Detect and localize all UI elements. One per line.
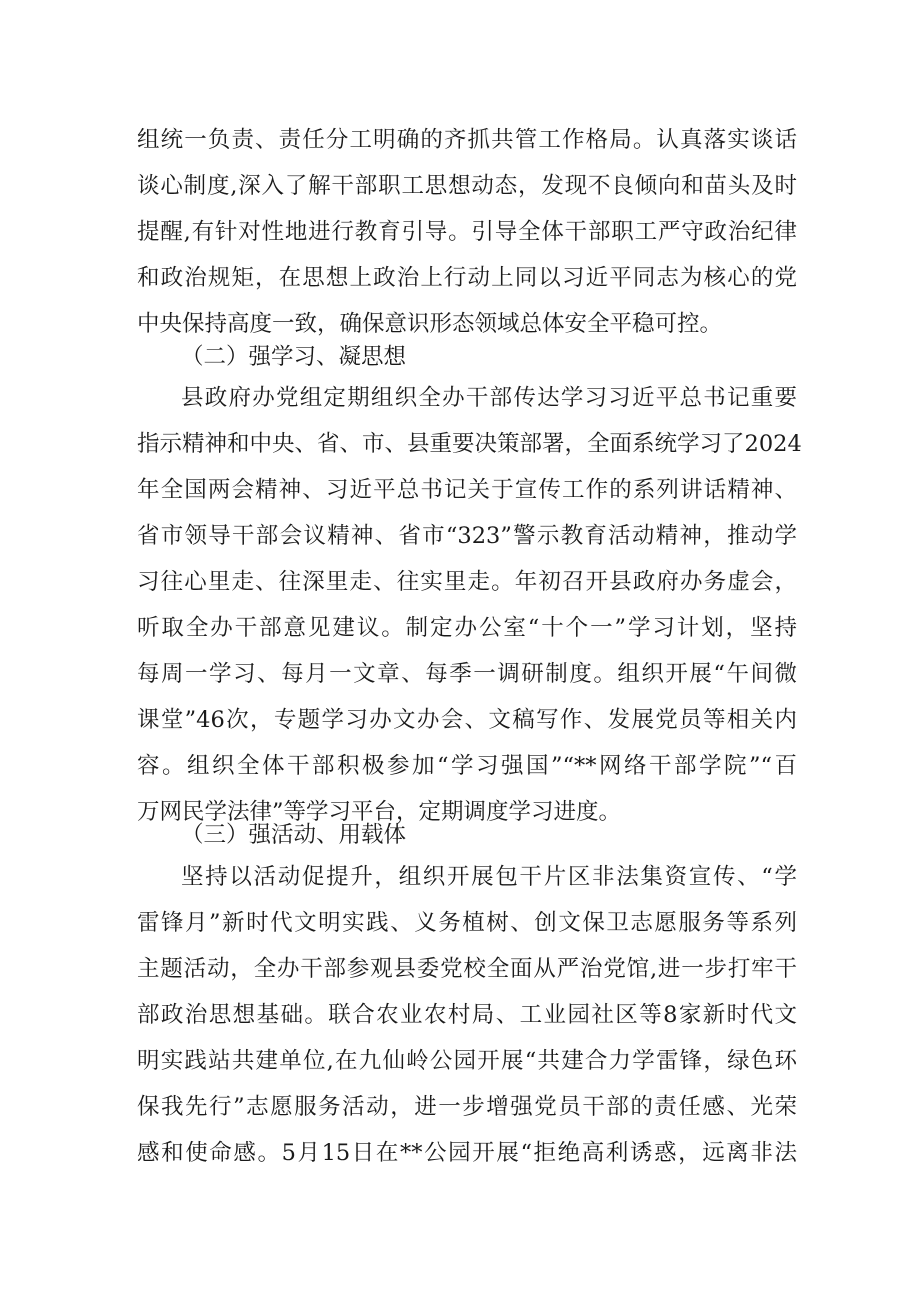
paragraph-line: 习往心里走、往深里走、往实里走。年初召开县政府办务虚会， bbox=[137, 569, 797, 595]
paragraph-line: 指示精神和中央、省、市、县重要决策部署，全面系统学习了2024 bbox=[137, 431, 802, 457]
paragraph-line: 中央保持高度一致，确保意识形态领域总体安全平稳可控。 bbox=[137, 311, 723, 337]
paragraph-line: 主题活动，全办干部参观县委党校全面从严治党馆,进一步打牢干 bbox=[137, 956, 797, 982]
paragraph-line: 容。组织全体干部积极参加“学习强国”“**网络干部学院”“百 bbox=[137, 753, 797, 779]
paragraph-line: 感和使命感。5月15日在**公园开展“拒绝高利诱惑，远离非法 bbox=[137, 1140, 797, 1166]
paragraph-line: 课堂”46次，专题学习办文办会、文稿写作、发展党员等相关内 bbox=[137, 707, 797, 733]
section-heading-3: （三）强活动、用载体 bbox=[181, 822, 407, 848]
paragraph-line: 明实践站共建单位,在九仙岭公园开展“共建合力学雷锋，绿色环 bbox=[137, 1048, 797, 1074]
paragraph-line: 组统一负责、责任分工明确的齐抓共管工作格局。认真落实谈话 bbox=[137, 127, 797, 153]
paragraph-line: 听取全办干部意见建议。制定办公室“十个一”学习计划，坚持 bbox=[137, 615, 797, 641]
section-heading-2: （二）强学习、凝思想 bbox=[181, 344, 407, 370]
paragraph-line: 年全国两会精神、习近平总书记关于宣传工作的系列讲话精神、 bbox=[137, 477, 797, 503]
paragraph-line: 和政治规矩，在思想上政治上行动上同以习近平同志为核心的党 bbox=[137, 265, 797, 291]
paragraph-line: 提醒,有针对性地进行教育引导。引导全体干部职工严守政治纪律 bbox=[137, 219, 797, 245]
paragraph-line: 谈心制度,深入了解干部职工思想动态，发现不良倾向和苗头及时 bbox=[137, 173, 797, 199]
paragraph-line: 保我先行”志愿服务活动，进一步增强党员干部的责任感、光荣 bbox=[137, 1094, 797, 1120]
paragraph-line: 每周一学习、每月一文章、每季一调研制度。组织开展“午间微 bbox=[137, 661, 797, 687]
paragraph-line: 县政府办党组定期组织全办干部传达学习习近平总书记重要 bbox=[181, 385, 797, 411]
paragraph-line: 部政治思想基础。联合农业农村局、工业园社区等8家新时代文 bbox=[137, 1002, 797, 1028]
paragraph-line: 雷锋月”新时代文明实践、义务植树、创文保卫志愿服务等系列 bbox=[137, 910, 797, 936]
paragraph-line: 省市领导干部会议精神、省市“323”警示教育活动精神，推动学 bbox=[137, 523, 797, 549]
paragraph-line: 万网民学法律”等学习平台，定期调度学习进度。 bbox=[137, 799, 622, 825]
paragraph-line: 坚持以活动促提升，组织开展包干片区非法集资宣传、“学 bbox=[181, 864, 797, 890]
